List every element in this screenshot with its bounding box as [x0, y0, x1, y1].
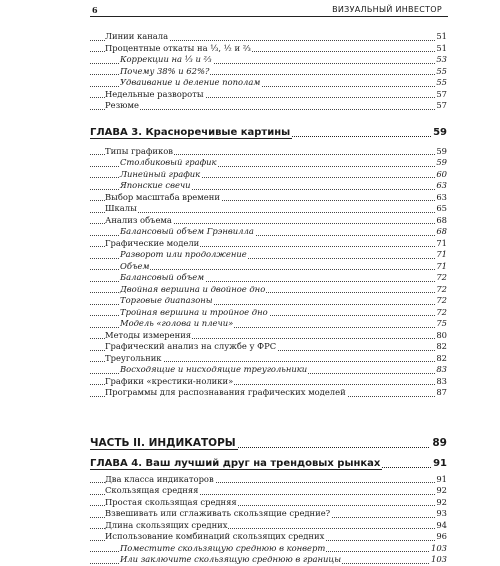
toc-entry-page: 57	[436, 88, 447, 99]
toc-entry-title: Простая скользящая средняя	[105, 496, 237, 507]
toc-entry-title: Треугольник	[105, 352, 162, 363]
toc-entry-title: Балансовый объем	[120, 272, 205, 282]
toc-entry-title: Или заключите скользящую среднюю в границы	[120, 554, 342, 564]
toc-entry-title: Столбиковый график	[120, 157, 217, 167]
toc-entry[interactable]	[90, 341, 447, 353]
toc-entry[interactable]	[90, 474, 447, 486]
toc-entry[interactable]	[90, 54, 447, 66]
toc-entry-title: Длина скользящих средних	[105, 519, 228, 530]
toc-entry-page: 59	[436, 157, 447, 167]
toc-entry[interactable]	[90, 520, 447, 532]
toc-entry-title: Модель «голова и плечи»	[120, 318, 234, 328]
toc-entry-page: 92	[436, 485, 447, 495]
toc-entry-title: Скользящая средняя	[105, 485, 199, 495]
toc-entry-title: Удваивание и деление пополам	[120, 77, 261, 87]
toc-entry-title: Торговые диапазоны	[120, 295, 213, 305]
toc-entry[interactable]	[90, 215, 447, 227]
toc-entry-title: Программы для распознавания графических моделей	[105, 387, 346, 397]
toc-entry-page: 83	[436, 375, 447, 386]
part-title: ЧАСТЬ II. ИНДИКАТОРЫ	[90, 436, 236, 449]
toc-entry-page: 72	[436, 272, 447, 282]
toc-entry[interactable]	[90, 387, 447, 399]
toc-entry-title: Балансовый объем Грэнвилла	[120, 226, 254, 236]
toc-entry[interactable]	[90, 226, 447, 238]
toc-entry[interactable]	[90, 31, 447, 43]
toc-entry[interactable]	[90, 238, 447, 250]
toc-entry-title: Поместите скользящую среднюю в конверт	[120, 542, 326, 553]
toc-entry-page: 55	[436, 65, 447, 76]
toc-entry-title: Разворот или продолжение	[120, 249, 247, 259]
toc-entry-page: 80	[436, 329, 447, 340]
toc-entry-page: 103	[431, 542, 447, 553]
header-rule	[90, 16, 448, 17]
toc-entry[interactable]	[90, 261, 447, 273]
toc-entry[interactable]	[90, 192, 447, 204]
toc-entry-page: 72	[436, 295, 447, 305]
toc-entry-page: 75	[436, 318, 447, 328]
toc-entry-title: Два класса индикаторов	[105, 473, 214, 484]
toc-entry-page: 53	[436, 54, 447, 64]
toc-entry[interactable]	[90, 100, 447, 112]
toc-entry-title: Графические модели	[105, 237, 200, 248]
toc-entry[interactable]	[90, 318, 447, 330]
toc-entry[interactable]	[90, 376, 447, 388]
running-title: ВИЗУАЛЬНЫЙ ИНВЕСТОР	[332, 5, 442, 14]
toc-entry[interactable]	[90, 307, 447, 319]
toc-entry[interactable]	[90, 66, 447, 78]
toc-entry-title: Типы графиков	[105, 145, 173, 156]
toc-entry-page: 82	[436, 352, 447, 363]
toc-entry-page: 93	[436, 508, 447, 518]
toc-entry[interactable]	[90, 284, 447, 296]
toc-entry-page: 91	[436, 473, 447, 484]
toc-entry-title: Взвешивать или сглаживать скользящие средние?	[105, 508, 331, 518]
toc-entry-title: Процентные откаты на ⅓, ½ и ⅔	[105, 42, 251, 53]
toc-entry[interactable]	[90, 554, 447, 566]
toc-entry-page: 96	[436, 531, 447, 541]
chapter-4-heading[interactable]	[90, 457, 447, 471]
toc-entry[interactable]	[90, 364, 447, 376]
toc-entry-title: Тройная вершина и тройное дно	[120, 306, 268, 317]
toc-entry-title: Недельные развороты	[105, 88, 204, 99]
chapter-page: 59	[433, 126, 447, 138]
toc-entry[interactable]	[90, 353, 447, 365]
toc-entry[interactable]	[90, 295, 447, 307]
toc-entry-page: 51	[436, 31, 447, 41]
toc-entry-title: Выбор масштаба времени	[105, 191, 220, 202]
toc-entry-title: Коррекции на ⅓ и ⅔	[120, 54, 212, 64]
chapter-3-heading[interactable]	[90, 126, 447, 140]
toc-entry-title: Использование комбинаций скользящих средних	[105, 531, 325, 541]
toc-entry-page: 71	[436, 249, 447, 259]
toc-entry-page: 103	[431, 554, 447, 564]
toc-entry[interactable]	[90, 89, 447, 101]
toc-entry-title: Восходящие и нисходящие треугольники	[120, 364, 308, 374]
toc-entry-title: Линейный график	[120, 168, 201, 179]
toc-entry-page: 65	[436, 203, 447, 213]
toc-entry-page: 72	[436, 283, 447, 294]
toc-entry-page: 59	[436, 145, 447, 156]
chapter-title: ГЛАВА 4. Ваш лучший друг на трендовых рынках	[90, 457, 381, 469]
table-of-contents	[90, 31, 447, 566]
toc-entry-title: Объем	[120, 260, 150, 271]
toc-entry-page: 63	[436, 180, 447, 190]
toc-entry-title: Анализ объема	[105, 214, 172, 225]
toc-entry[interactable]	[90, 508, 447, 520]
toc-entry-page: 94	[436, 519, 447, 530]
toc-entry-title: Почему 38% и 62%?	[120, 65, 210, 76]
toc-entry-title: Методы измерения	[105, 329, 192, 340]
chapter-title: ГЛАВА 3. Красноречивые картины	[90, 126, 291, 138]
toc-entry-page: 72	[436, 306, 447, 317]
toc-entry[interactable]	[90, 146, 447, 158]
toc-section-chapter-3	[90, 146, 447, 399]
toc-section-top	[90, 31, 447, 112]
part-page: 89	[432, 436, 447, 449]
toc-entry[interactable]	[90, 249, 447, 261]
toc-entry-title: Шкалы	[105, 203, 137, 213]
toc-entry-title: Двойная вершина и двойное дно	[120, 283, 266, 294]
toc-entry-title: Графический анализ на службе у ФРС	[105, 341, 277, 351]
toc-entry[interactable]	[90, 543, 447, 555]
toc-entry-title: Графики «крестики-нолики»	[105, 375, 234, 386]
toc-entry[interactable]	[90, 77, 447, 89]
toc-entry-page: 83	[436, 364, 447, 374]
toc-entry-title: Линии канала	[105, 31, 169, 41]
toc-entry[interactable]	[90, 169, 447, 181]
toc-entry-page: 55	[436, 77, 447, 87]
toc-entry-page: 63	[436, 191, 447, 202]
toc-entry-page: 82	[436, 341, 447, 351]
toc-entry-page: 71	[436, 237, 447, 248]
toc-entry[interactable]	[90, 43, 447, 55]
toc-entry[interactable]	[90, 157, 447, 169]
toc-entry[interactable]	[90, 497, 447, 509]
toc-entry-page: 60	[436, 168, 447, 179]
toc-entry-page: 71	[436, 260, 447, 271]
toc-entry-title: Резюме	[105, 100, 139, 110]
toc-entry[interactable]	[90, 203, 447, 215]
part-2-heading[interactable]	[90, 435, 447, 451]
toc-entry-page: 87	[436, 387, 447, 397]
toc-entry-title: Японские свечи	[120, 180, 191, 190]
toc-entry[interactable]	[90, 531, 447, 543]
toc-entry-page: 51	[436, 42, 447, 53]
toc-entry-page: 92	[436, 496, 447, 507]
toc-entry-page: 68	[436, 214, 447, 225]
chapter-page: 91	[433, 457, 447, 469]
page-number: 6	[92, 5, 98, 15]
toc-entry-page: 68	[436, 226, 447, 236]
toc-entry[interactable]	[90, 180, 447, 192]
toc-section-chapter-4	[90, 474, 447, 566]
toc-entry[interactable]	[90, 485, 447, 497]
toc-entry[interactable]	[90, 330, 447, 342]
toc-entry[interactable]	[90, 272, 447, 284]
toc-entry-page: 57	[436, 100, 447, 110]
